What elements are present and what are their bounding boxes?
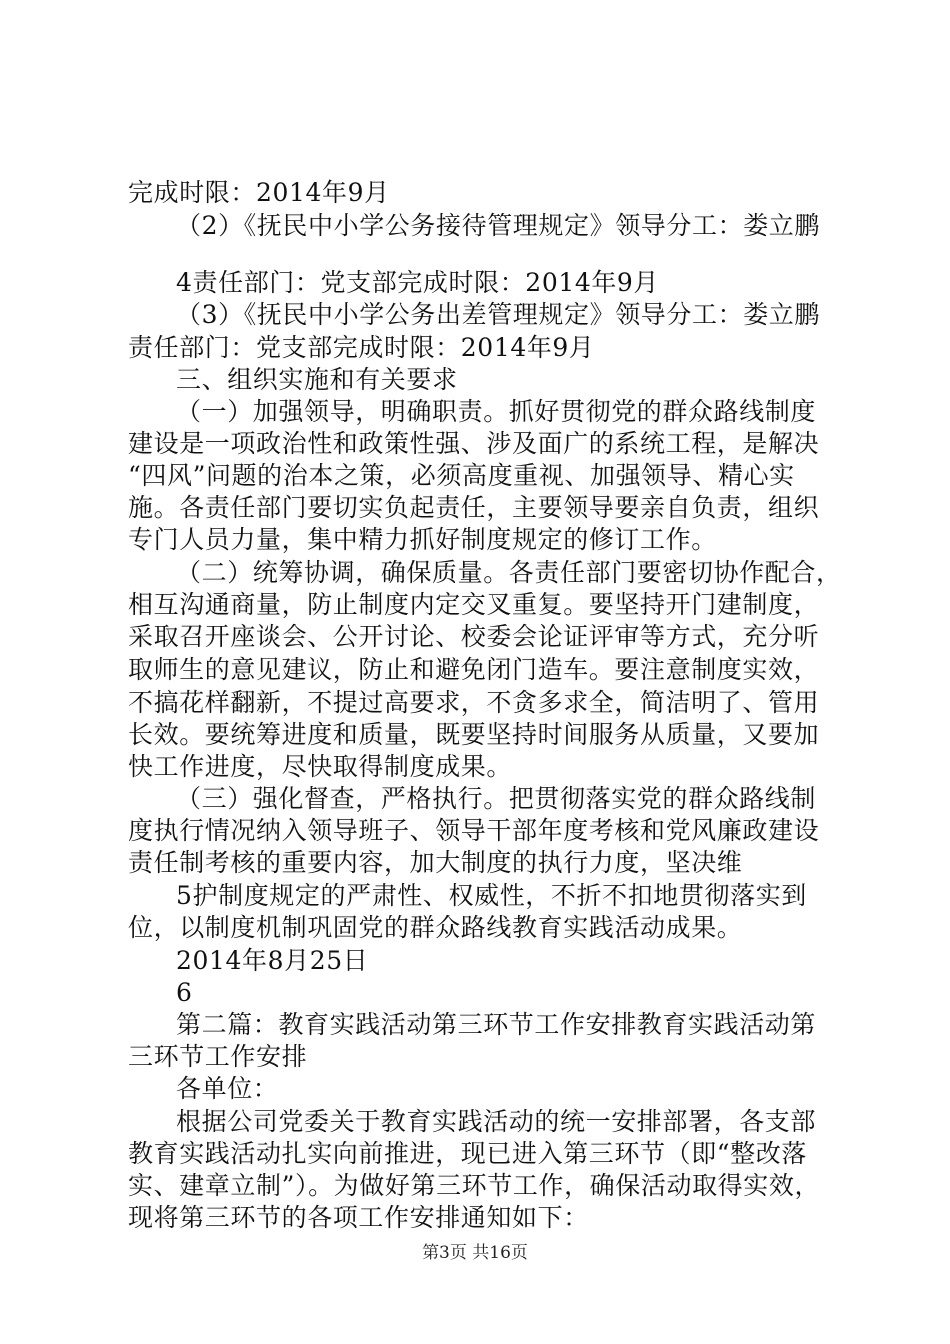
text-line-5: 责任部门：党支部完成时限：2014年9月 <box>128 333 595 362</box>
text-line-23: 位，以制度机制巩固党的群众路线教育实践活动成果。 <box>128 913 743 942</box>
text-line-4: （3）《抚民中小学公务出差管理规定》领导分工：娄立鹏 <box>176 300 821 329</box>
date-line: 2014年8月25日 <box>176 946 369 975</box>
text-line-9: “四风”问题的治本之策，必须高度重视、加强领导、精心实 <box>128 461 795 490</box>
text-line-8: 建设是一项政治性和政策性强、涉及面广的系统工程，是解决 <box>128 429 820 458</box>
page-footer: 第3页 共16页 <box>422 1243 528 1263</box>
text-line-13: 相互沟通商量，防止制度内定交叉重复。要坚持开门建制度， <box>128 590 820 619</box>
text-line-32: 现将第三环节的各项工作安排通知如下： <box>128 1203 589 1232</box>
text-line-19: （三）强化督查，严格执行。把贯彻落实党的群众路线制 <box>176 784 817 813</box>
text-line-17: 长效。要统筹进度和质量，既要坚持时间服务从质量，又要加 <box>128 720 820 749</box>
text-line-3: 4责任部门：党支部完成时限：2014年9月 <box>176 268 660 297</box>
text-line-30: 教育实践活动扎实向前推进，现已进入第三环节（即“整改落 <box>128 1139 807 1168</box>
text-line-20: 度执行情况纳入领导班子、领导干部年度考核和党风廉政建设 <box>128 816 820 845</box>
chapter-title-line-1: 第二篇：教育实践活动第三环节工作安排教育实践活动第 <box>176 1010 817 1039</box>
text-line-29: 根据公司党委关于教育实践活动的统一安排部署，各支部 <box>176 1107 817 1136</box>
text-line-2: （2）《抚民中小学公务接待管理规定》领导分工：娄立鹏 <box>176 211 821 240</box>
text-line-31: 实、建章立制”）。为做好第三环节工作，确保活动取得实效， <box>128 1171 821 1200</box>
text-line-7: （一）加强领导，明确职责。抓好贯彻党的群众路线制度 <box>176 397 817 426</box>
salutation: 各单位： <box>176 1074 279 1103</box>
text-line-11: 专门人员力量，集中精力抓好制度规定的修订工作。 <box>128 525 717 554</box>
text-line-12: （二）统筹协调，确保质量。各责任部门要密切协作配合， <box>176 558 842 587</box>
chapter-title-line-2: 三环节工作安排 <box>128 1042 308 1071</box>
section-heading: 三、组织实施和有关要求 <box>176 365 458 394</box>
text-line-15: 取师生的意见建议，防止和避免闭门造车。要注意制度实效， <box>128 655 820 684</box>
text-line-14: 采取召开座谈会、公开讨论、校委会论证评审等方式，充分听 <box>128 622 820 651</box>
page-marker: 6 <box>176 978 193 1007</box>
text-line-22: 5护制度规定的严肃性、权威性，不折不扣地贯彻落实到 <box>176 881 807 910</box>
text-line-16: 不搞花样翻新，不提过高要求，不贪多求全，简洁明了、管用 <box>128 688 820 717</box>
text-line-18: 快工作进度，尽快取得制度成果。 <box>128 752 513 781</box>
text-line-10: 施。各责任部门要切实负起责任，主要领导要亲自负责，组织 <box>128 493 820 522</box>
text-line-1: 完成时限：2014年9月 <box>128 178 390 207</box>
text-line-21: 责任制考核的重要内容，加大制度的执行力度，坚决维 <box>128 848 743 877</box>
